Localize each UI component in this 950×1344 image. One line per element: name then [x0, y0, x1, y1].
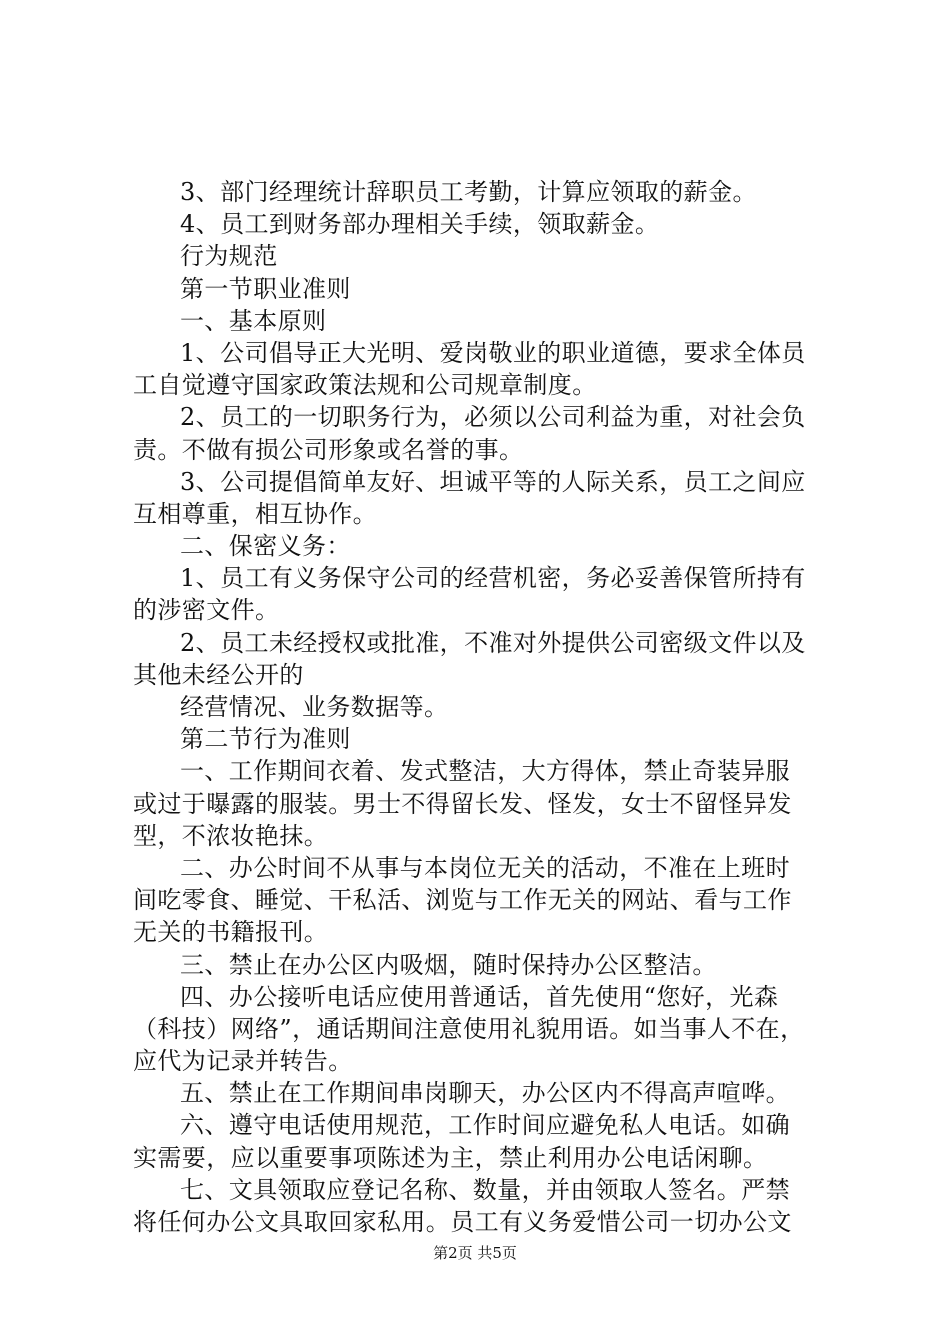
text-line: 一、工作期间衣着、发式整洁，大方得体，禁止奇装异服: [180, 757, 790, 786]
text-line: 4、员工到财务部办理相关手续，领取薪金。: [180, 210, 660, 239]
text-line: 第一节职业准则: [180, 274, 351, 303]
text-line: 三、禁止在办公区内吸烟，随时保持办公区整洁。: [180, 950, 717, 979]
text-line: 3、部门经理统计辞职员工考勤，计算应领取的薪金。: [180, 178, 757, 206]
text-line: 四、办公接听电话应使用普通话，首先使用“您好，光森: [180, 982, 779, 1011]
text-line: 的涉密文件。: [133, 596, 280, 625]
text-line: 一、基本原则: [180, 306, 327, 335]
text-line: 间吃零食、睡觉、干私活、浏览与工作无关的网站、看与工作: [133, 886, 792, 915]
text-line: 2、员工的一切职务行为，必须以公司利益为重，对社会负: [180, 403, 806, 432]
text-line: 1、公司倡导正大光明、爱岗敬业的职业道德，要求全体员: [180, 338, 806, 367]
text-line: 工自觉遵守国家政策法规和公司规章制度。: [133, 371, 597, 400]
text-line: 五、禁止在工作期间串岗聊天，办公区内不得高声喧哗。: [180, 1079, 790, 1108]
text-line: 将任何办公文具取回家私用。员工有义务爱惜公司一切办公文: [133, 1208, 792, 1236]
text-line: 行为规范: [180, 242, 278, 271]
text-line: 或过于曝露的服装。男士不得留长发、怪发，女士不留怪异发: [133, 789, 792, 818]
text-line: 应代为记录并转告。: [133, 1047, 353, 1076]
text-line: 实需要，应以重要事项陈述为主，禁止利用办公电话闲聊。: [133, 1143, 768, 1172]
text-line: 六、遵守电话使用规范，工作时间应避免私人电话。如确: [180, 1111, 790, 1140]
text-line: 型，不浓妆艳抹。: [133, 821, 329, 850]
text-line: （科技）网络”，通话期间注意使用礼貌用语。如当事人不在，: [133, 1014, 805, 1043]
text-line: 经营情况、业务数据等。: [180, 693, 449, 721]
text-line: 1、员工有义务保守公司的经营机密，务必妥善保管所持有: [180, 564, 806, 593]
text-line: 二、保密义务：: [180, 532, 351, 561]
text-line: 其他未经公开的: [133, 660, 304, 689]
text-line: 3、公司提倡简单友好、坦诚平等的人际关系，员工之间应: [180, 467, 806, 496]
text-line: 无关的书籍报刊。: [133, 918, 329, 947]
document-body: [133, 176, 833, 1238]
text-line: 七、文具领取应登记名称、数量，并由领取人签名。严禁: [180, 1175, 790, 1204]
text-line: 责。不做有损公司形象或名誉的事。: [133, 435, 524, 464]
text-line: 互相尊重，相互协作。: [133, 499, 377, 528]
text-line: 第二节行为准则: [180, 725, 351, 754]
text-line: 2、员工未经授权或批准，不准对外提供公司密级文件以及: [180, 628, 806, 657]
text-line: 二、办公时间不从事与本岗位无关的活动，不准在上班时: [180, 853, 790, 882]
page-footer: 第2页 共5页: [433, 1244, 517, 1262]
